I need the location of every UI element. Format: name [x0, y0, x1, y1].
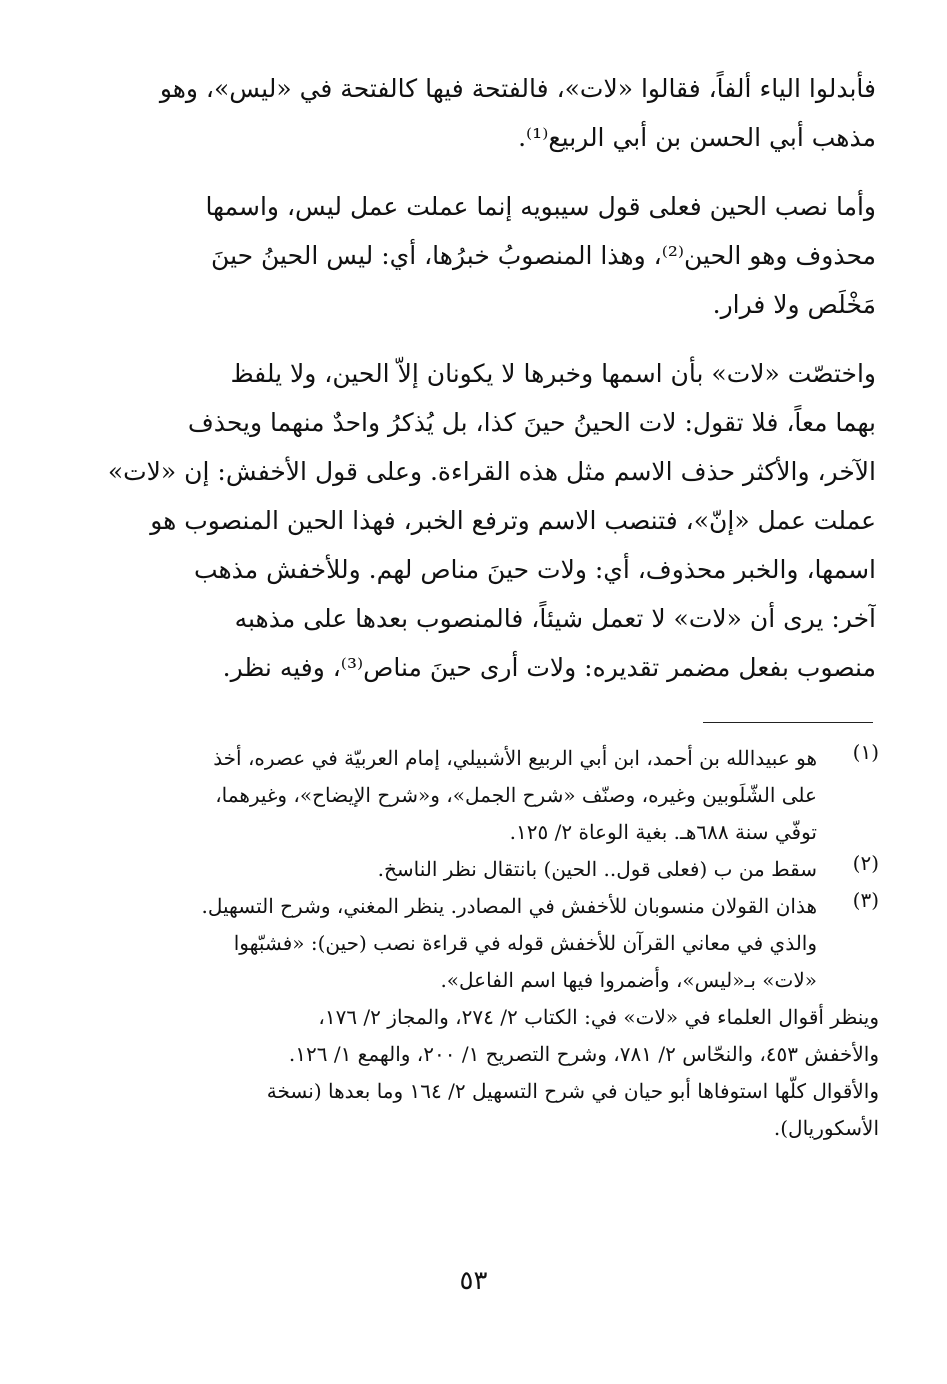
- footnote-line: والأخفش ٤٥٣، والنحّاس ٢/ ٧٨١، وشرح التصريح ١/ ٢٠٠، والهمع ١/ ١٢٦.: [288, 1042, 879, 1066]
- footnote-line: وينظر أقوال العلماء في «لات» في: الكتاب ٢/ ٢٧٤، والمجاز ٢/ ١٧٦،: [318, 1005, 879, 1029]
- footnote-line: سقط من ب (فعلى قول.. الحين) بانتقال نظر الناسخ.: [377, 857, 817, 881]
- footnote-number: (١): [852, 740, 879, 764]
- text-line: عملت عمل «إنّ»، فتنصب الاسم وترفع الخبر، فهذا الحين المنصوب هو: [150, 506, 876, 535]
- paragraph-2: [104, 182, 876, 329]
- footnote-line: على الشّلَوبين وغيره، وصنّف «شرح الجمل»، و«شرح الإيضاح»، وغيرهما،: [215, 783, 817, 807]
- footnote-line: والذي في معاني القرآن للأخفش قوله في قراءة نصب (حين): «فشبّهوا: [233, 931, 817, 955]
- paragraph-1: [104, 64, 876, 162]
- footnotes: [104, 740, 879, 1147]
- text-line: واختصّت «لات» بأن اسمها وخبرها لا يكونان إلاّ الحين، ولا يلفظ: [230, 359, 876, 388]
- paragraph-3: [104, 349, 876, 692]
- footnote-number: (٣): [852, 888, 879, 912]
- footnote-line: هذان القولان منسوبان للأخفش في المصادر. ينظر المغني، وشرح التسهيل.: [201, 894, 817, 918]
- footnote-3: [104, 888, 879, 999]
- text-line: مَخْلَص ولا فرار.: [712, 290, 876, 319]
- footnote-2: [104, 851, 879, 888]
- text-line: وأما نصب الحين فعلى قول سيبويه إنما عملت عمل ليس، واسمها: [205, 192, 876, 221]
- text-line: محذوف وهو الحين⁽²⁾، وهذا المنصوبُ خبرُها، أي: ليس الحينُ حينَ: [211, 241, 876, 270]
- text-line: فأبدلوا الياء ألفاً، فقالوا «لات»، فالفتحة فيها كالفتحة في «ليس»، وهو: [159, 74, 876, 103]
- footnote-line: توفّي سنة ٦٨٨هـ. بغية الوعاة ٢/ ١٢٥.: [509, 820, 817, 844]
- footnote-number: (٢): [852, 851, 879, 875]
- footnote-line: هو عبيدالله بن أحمد، ابن أبي الربيع الأشبيلي، إمام العربيّة في عصره، أخذ: [213, 746, 817, 770]
- text-line: الآخر، والأكثر حذف الاسم مثل هذه القراءة. وعلى قول الأخفش: إن «لات»: [107, 457, 876, 486]
- text-line: بهما معاً، فلا تقول: لات الحينُ حينَ كذا، بل يُذكرُ واحدٌ منهما ويحذف: [187, 408, 876, 437]
- footnote-line: «لات» بـ«ليس»، وأضمروا فيها اسم الفاعل».: [440, 968, 817, 992]
- footnote-line: الأسكوريال).: [773, 1116, 879, 1140]
- footnote-1: [104, 740, 879, 851]
- text-line: منصوب بفعل مضمر تقديره: ولات أرى حينَ مناص⁽³⁾، وفيه نظر.: [222, 653, 876, 682]
- footnote-separator: [703, 722, 873, 723]
- footnote-3-continuation: [104, 999, 879, 1147]
- text-line: اسمها، والخبر محذوف، أي: ولات حينَ مناص لهم. وللأخفش مذهب: [193, 555, 876, 584]
- footnote-line: والأقوال كلّها استوفاها أبو حيان في شرح التسهيل ٢/ ١٦٤ وما بعدها (نسخة: [266, 1079, 879, 1103]
- page-number: ٥٣: [459, 1266, 488, 1296]
- text-line: آخر: يرى أن «لات» لا تعمل شيئاً، فالمنصوب بعدها على مذهبه: [234, 604, 876, 633]
- text-line: مذهب أبي الحسن بن أبي الربيع⁽¹⁾.: [518, 123, 876, 152]
